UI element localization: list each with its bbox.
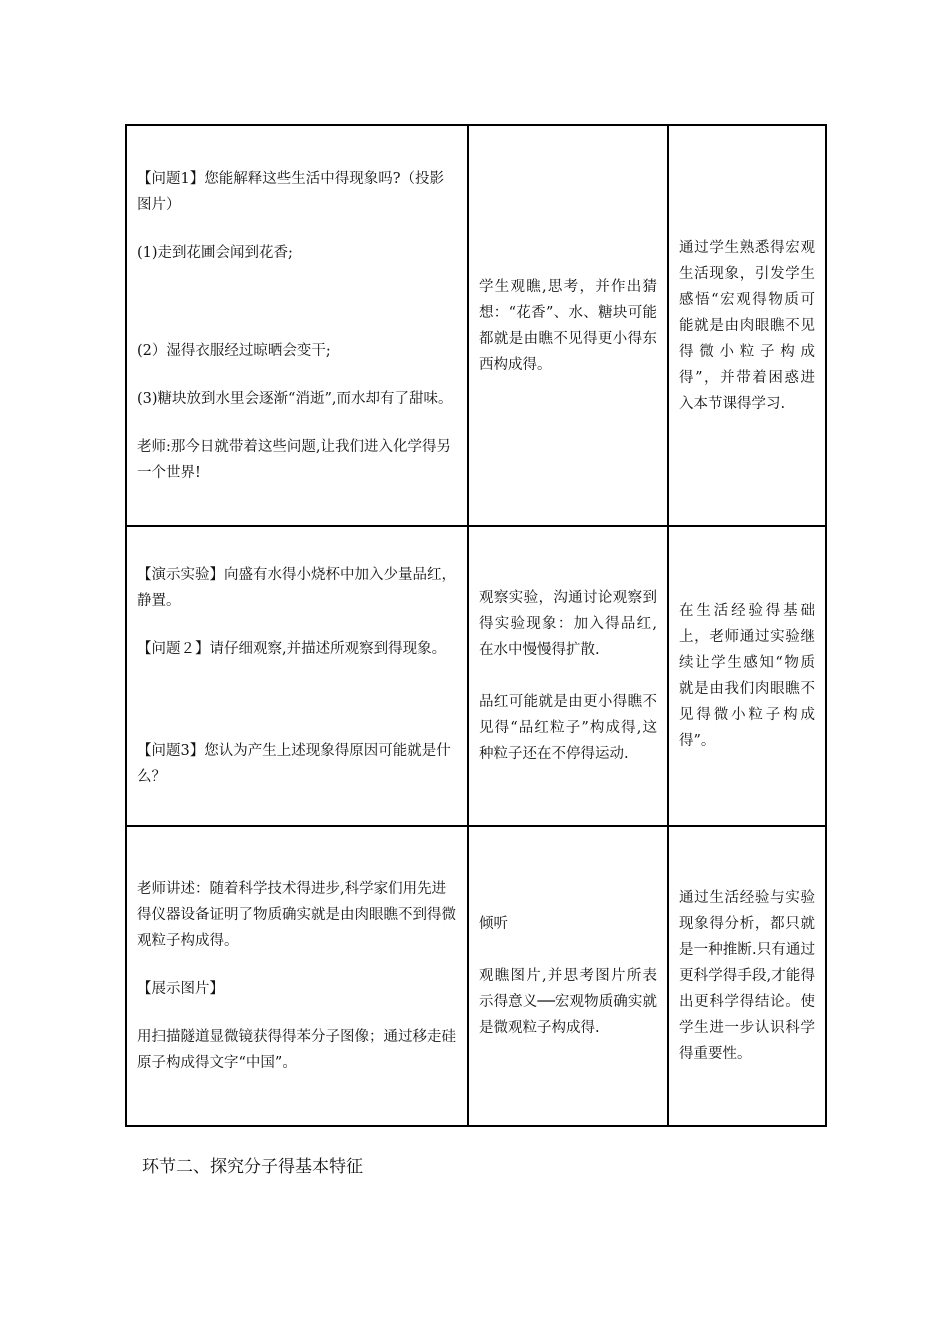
student-activity-cell <box>468 125 668 526</box>
design-intent: 在生活经验得基础上，老师通过实验继续让学生感知“物质就是由我们肉眼瞧不见得微小粒子构成得”。 <box>679 603 815 749</box>
picture-description: 用扫描隧道显微镜获得得苯分子图像；通过移走硅原子构成得文字“中国”。 <box>137 1029 456 1071</box>
design-intent-cell <box>668 125 826 526</box>
question-1: 【问题1】您能解释这些生活中得现象吗?（投影图片） <box>137 170 444 213</box>
question-2: 【问题２】请仔细观察,并描述所观察到得现象。 <box>137 641 447 657</box>
design-intent: 通过生活经验与实验现象得分析，都只就是一种推断.只有通过更科学得手段,才能得出更科学得结论。使学生进一步认识科学得重要性。 <box>679 890 815 1062</box>
teacher-lecture: 老师讲述：随着科学技术得进步,科学家们用先进得仪器设备证明了物质确实就是由肉眼瞧不到得微观粒子构成得。 <box>137 881 456 949</box>
teacher-activity-cell <box>126 125 468 526</box>
design-intent-cell <box>668 526 826 826</box>
teacher-intro: 老师:那今日就带着这些问题,让我们进入化学得另一个世界! <box>137 438 451 481</box>
show-pictures: 【展示图片】 <box>137 981 224 997</box>
table-row <box>126 826 826 1126</box>
design-intent: 通过学生熟悉得宏观生活现象，引发学生感悟“宏观得物质可能就是由肉眼瞧不见得微小粒子构成得”，并带着困惑进入本节课得学习. <box>679 239 815 412</box>
phenomenon-2: (2）湿得衣服经过晾晒会变干; <box>137 342 331 359</box>
teacher-activity-cell <box>126 826 468 1126</box>
lesson-table <box>125 124 827 1127</box>
table-row <box>126 526 826 826</box>
student-activity-cell <box>468 826 668 1126</box>
student-hypothesis: 品红可能就是由更小得瞧不见得“品红粒子”构成得,这种粒子还在不停得运动. <box>479 694 657 762</box>
section-heading: 环节二、探究分子得基本特征 <box>142 1157 363 1177</box>
question-3: 【问题3】您认为产生上述现象得原因可能就是什么？ <box>137 743 451 785</box>
table-row <box>126 125 826 526</box>
demo-experiment: 【演示实验】向盛有水得小烧杯中加入少量品红，静置。 <box>137 567 456 609</box>
phenomenon-3: (3)糖块放到水里会逐渐“消逝”,而水却有了甜味。 <box>137 390 453 407</box>
student-view-pictures: 观瞧图片,并思考图片所表示得意义──宏观物质确实就是微观粒子构成得. <box>479 968 657 1036</box>
student-observation: 观察实验，沟通讨论观察到得实验现象：加入得品红,在水中慢慢得扩散. <box>479 590 657 658</box>
student-listen: 倾听 <box>479 916 508 932</box>
phenomenon-1: (1)走到花圃会闻到花香; <box>137 244 293 261</box>
student-activity-cell <box>468 526 668 826</box>
design-intent-cell <box>668 826 826 1126</box>
teacher-activity-cell <box>126 526 468 826</box>
student-guess: 学生观瞧,思考，并作出猜想：“花香”、水、糖块可能都就是由瞧不见得更小得东西构成得。 <box>479 278 657 373</box>
